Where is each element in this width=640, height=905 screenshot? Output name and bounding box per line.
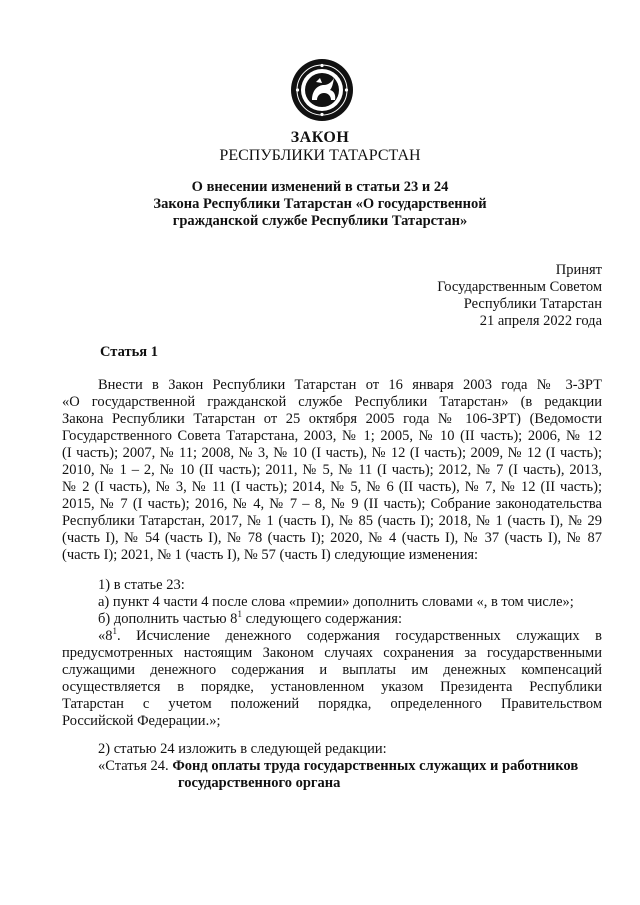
tatarstan-emblem-icon [290,58,354,122]
intro-line: Внести в Закон Республики Татарстан от 16 января 2003 года № 3-ЗРТ [98,377,602,393]
article-intro [62,377,602,564]
republic-name: РЕСПУБЛИКИ ТАТАРСТАН [219,147,421,164]
adoption-line: Принят [555,262,602,278]
quote-line: Российской Федерации.»; [62,713,221,729]
intro-line: № 2 (I часть), № 3, № 11 (I часть); 2014, № 5, № 6 (II часть), № 7, № 12 (II часть); [62,479,602,495]
subject-line: Закона Республики Татарстан «О государственной [153,196,487,212]
intro-line: «О государственной гражданской службе Республики Татарстан» (в редакции [62,394,602,410]
adoption-line: Государственным Советом [437,279,602,295]
quote-line: осуществляется в порядке, установленном указом Президента Республики [62,679,602,695]
adoption-date: 21 апреля 2022 года [479,313,602,329]
intro-line: 2015, № 7 (I часть); 2016, № 4, № 7 – 8, № 9 (II часть); Собрание законодательства [62,496,602,512]
item-1-title: 1) в статье 23: [98,577,185,593]
intro-line: (часть I), № 54 (часть I), № 78 (часть I); 2020, № 4 (часть I), № 37 (часть I), № 87 [62,530,602,546]
intro-line: (часть I); 2021, № 1 (часть I), № 57 (часть I) следующие изменения: [62,547,479,563]
subject-line: О внесении изменений в статьи 23 и 24 [191,179,449,195]
law-title: ЗАКОН [290,129,350,146]
intro-line: 2010, № 1 – 2, № 10 (II часть); 2011, № 5, № 11 (I часть); 2012, № 7 (I часть), 2013, [62,462,602,478]
subject-line: гражданской службе Республики Татарстан» [172,213,468,229]
new-article-heading: «Статья 24. Фонд оплаты труда государственных служащих и работников [98,758,579,774]
item-2 [62,741,602,792]
intro-line: Государственного Совета Татарстана, 2003, № 1; 2005, № 10 (II часть); 2006, № 12 [62,428,602,444]
law-subject [0,179,640,230]
item-1 [62,577,602,730]
article-heading: Статья 1 [100,344,158,360]
adoption-block [437,262,602,330]
intro-line: (I часть); 2007, № 11; 2008, № 3, № 10 (I часть), № 12 (I часть); 2009, № 12 (I часть); [62,445,602,461]
intro-line: Республики Татарстан, 2017, № 1 (часть I), № 85 (часть I); 2018, № 1 (часть I), № 29 [62,513,602,529]
item-2-title: 2) статью 24 изложить в следующей редакции: [98,741,387,757]
adoption-line: Республики Татарстан [463,296,602,312]
item-1-b: б) дополнить частью $8^1$ следующего содержания: [98,609,403,627]
quote-line: «$8^1$. Исчисление денежного содержания государственных служащих в [98,626,602,644]
item-1-a: а) пункт 4 части 4 после слова «премии» дополнить словами «, в том числе»; [98,594,574,610]
quote-line: Татарстан с учетом положений порядка, определенного Правительством [62,696,602,712]
quote-line: предусмотренных настоящим Законом случаях сохранения за государственными [62,645,602,661]
new-article-heading-cont: государственного органа [178,775,341,791]
quote-line: служащими денежного содержания и выплаты им денежных компенсаций [62,662,602,678]
intro-line: Закона Республики Татарстан от 25 октября 2005 года № 106-ЗРТ) (Ведомости [62,411,602,427]
